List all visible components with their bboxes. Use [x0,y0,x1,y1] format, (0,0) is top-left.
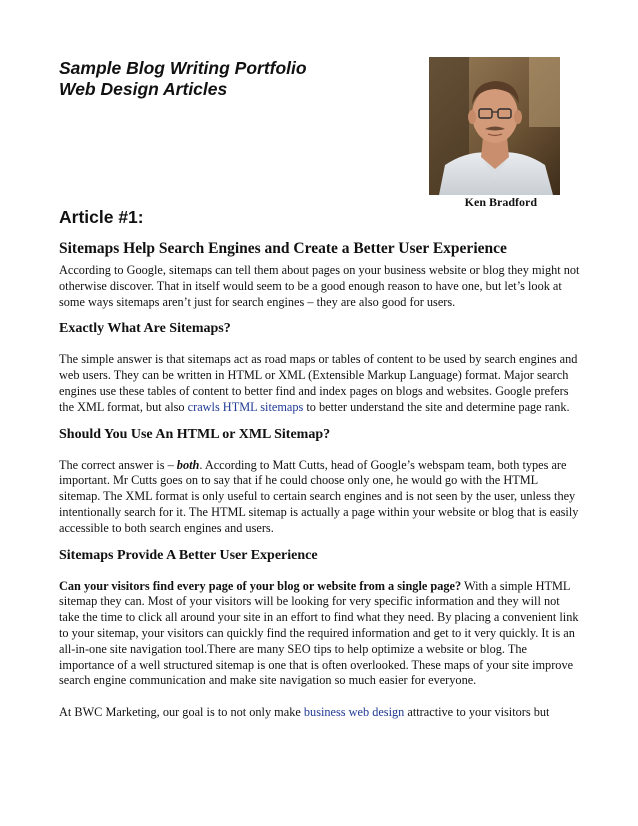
section-paragraph-html-or-xml [59,458,581,537]
emphasis-both: both [176,457,200,472]
closing-paragraph [59,705,581,721]
paragraph-text: With a simple HTML sitemap they can. Most of your visitors will be looking for very specific information and they will not take the time to click all around your site in an effort to find what they need. By placing a convenient link to your sitemap, your visitors can quickly find the required information and get to it very quickly. It is an all-in-one site navigation tool.There are many SEO tips to help optimize a website or blog. The importance of a well structured sitemap is one that is often overlooked. These maps of your site improve search engine communication and make site navigation so much easier for everyone. [59,578,579,688]
crawls-html-sitemaps-link[interactable]: crawls HTML sitemaps [187,399,304,414]
author-name-caption: Ken Bradford [464,195,537,209]
article-number-heading: Article #1: [59,207,144,227]
section-heading-what-are-sitemaps: Exactly What Are Sitemaps? [59,321,231,337]
portfolio-title-line-2: Web Design Articles [59,79,228,99]
author-photo [429,57,560,195]
paragraph-text: to better understand the site and determine page rank. [303,399,570,414]
section-paragraph-user-experience [59,579,581,690]
section-heading-user-experience: Sitemaps Provide A Better User Experience [59,547,318,563]
business-web-design-link[interactable]: business web design [303,705,405,720]
section-heading-html-or-xml: Should You Use An HTML or XML Sitemap? [59,426,331,442]
paragraph-text: attractive to your visitors but [404,705,550,720]
article-body [59,239,581,721]
paragraph-text: At BWC Marketing, our goal is to not only make [59,705,304,720]
article-title: Sitemaps Help Search Engines and Create a Better User Experience [59,240,507,257]
author-portrait-image [429,57,560,195]
paragraph-text: The correct answer is – [59,457,177,472]
paragraph-text: The simple answer is that sitemaps act as road maps or tables of content to be used by search engines and web users. They can be written in HTML or XML (Extensible Markup Language) format. Major search engines use these tables of content to better find and index pages on blogs and websites. Google prefers the XML format, but also [59,352,578,414]
section-paragraph-what-are-sitemaps [59,352,581,415]
article-intro-paragraph: According to Google, sitemaps can tell them about pages on your business website or blog they might not otherwise discover. That in itself would seem to be a good enough reason to have one, but let’s look at some ways sitemaps aren’t just for search engines – they are also good for users. [59,263,580,309]
portfolio-title-line-1: Sample Blog Writing Portfolio [59,58,307,78]
paragraph-lead-question: Can your visitors find every page of your blog or website from a single page? [59,578,462,593]
paragraph-text: . According to Matt Cutts, head of Google’s webspam team, both types are important. Mr Cutts goes on to say that if he could choose only one, he would go with the HTML sitemap. The XML format is only useful to certain search engines and is not seen by the user, unless they intentionally search for it. The HTML sitemap is actually a page within your website or blog that is easily accessible to both search engines and users. [59,457,579,535]
